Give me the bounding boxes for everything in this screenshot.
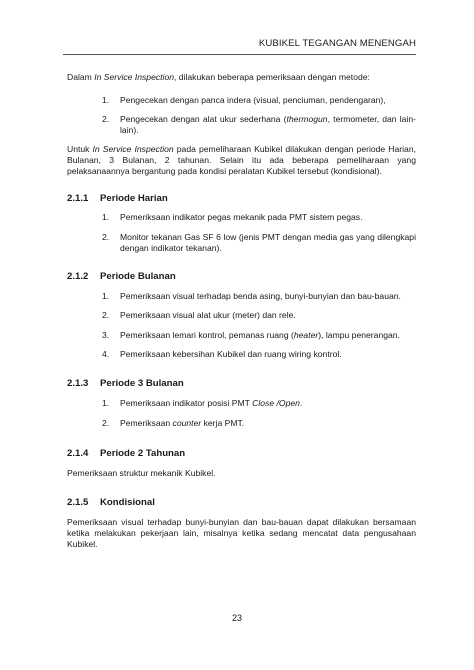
- running-header: KUBIKEL TEGANGAN MENENGAH: [258, 38, 416, 49]
- section-heading-3-bulanan: [67, 378, 184, 389]
- list-item-text: [120, 398, 416, 409]
- scope-text-pre: Untuk: [67, 144, 93, 154]
- intro-text-pre: Dalam: [67, 72, 95, 82]
- section-title: Periode 2 Tahunan: [100, 448, 186, 459]
- list-item-text: Pemeriksaan visual terhadap benda asing, bunyi-bunyian dan bau-bauan.: [120, 291, 401, 301]
- list-item-text: Pemeriksaan indikator pegas mekanik pada PMT sistem pegas.: [120, 212, 363, 222]
- list-item-text: Monitor tekanan Gas SF 6 low (jenis PMT dengan media gas yang dilengkapi dengan indikator tekanan).: [120, 232, 416, 253]
- list-item-text-pre: Pemeriksaan indikator posisi PMT: [120, 398, 253, 408]
- section-heading-kondisional: [67, 497, 155, 508]
- list-item-text-italic: counter: [172, 418, 202, 428]
- method-number: 1.: [102, 95, 110, 105]
- list-item-text: Pemeriksaan visual alat ukur (meter) dan rele.: [120, 310, 296, 320]
- section-number: 2.1.5: [67, 497, 89, 508]
- scope-paragraph: [67, 144, 416, 176]
- list-item-text-pre: Pemeriksaan lemari kontrol, pemanas ruang (: [120, 330, 294, 340]
- section-title: Kondisional: [100, 497, 155, 508]
- scope-text-italic: In Service Inspection: [92, 144, 174, 154]
- method-number: 2.: [102, 114, 110, 124]
- list-item-text-italic: Close /Open: [252, 398, 300, 408]
- list-item-number: 2.: [102, 310, 110, 320]
- section-title: Periode 3 Bulanan: [100, 378, 184, 389]
- section-paragraph: Pemeriksaan visual terhadap bunyi-bunyian dan bau-bauan dapat dilakukan bersamaan ketika melakukan pekerjaan lain, misalnya ketika sedang mencatat data pengusahaan Kubikel.: [67, 517, 416, 549]
- list-item-text-post: kerja PMT.: [201, 418, 245, 428]
- list-item-number: 1.: [102, 212, 110, 222]
- section-heading-2-tahunan: [67, 448, 185, 459]
- intro-text-post: , dilakukan beberapa pemeriksaan dengan metode:: [174, 72, 370, 82]
- section-heading-bulanan: [67, 271, 176, 282]
- section-number: 2.1.3: [67, 378, 89, 389]
- section-title: Periode Harian: [100, 193, 168, 204]
- list-item-number: 2.: [102, 418, 110, 428]
- method-text: [120, 114, 416, 136]
- list-item-text-italic: heater: [293, 330, 319, 340]
- intro-text-italic: In Service Inspection: [94, 72, 175, 82]
- intro-paragraph: [67, 72, 416, 83]
- list-item-text: [120, 418, 416, 429]
- section-title: Periode Bulanan: [100, 271, 176, 282]
- list-item-number: 1.: [102, 291, 110, 301]
- list-item-number: 4.: [102, 349, 110, 359]
- section-number: 2.1.1: [67, 193, 89, 204]
- method-text-italic: thermogun: [286, 114, 328, 124]
- list-item-number: 1.: [102, 398, 110, 408]
- list-item-text-pre: Pemeriksaan: [120, 418, 173, 428]
- scope-text-post: pada pemeliharaan Kubikel dilakukan dengan periode Harian, Bulanan, 3 Bulanan, 2 tahunan. Selain itu ada beberapa pemeliharaan yang pelaksanaannya bergantung pada kondisi peralatan Kubikel tersebut (kondisional).: [67, 144, 416, 176]
- list-item-text-post: .: [299, 398, 303, 408]
- method-text-post: , termometer, dan lain-lain).: [120, 114, 416, 135]
- list-item-text: [120, 330, 416, 341]
- method-text-pre: Pengecekan dengan alat ukur sederhana (: [120, 114, 287, 124]
- method-text: Pengecekan dengan panca indera (visual, penciuman, pendengaran),: [120, 95, 386, 105]
- section-heading-harian: [67, 193, 168, 204]
- section-number: 2.1.2: [67, 271, 89, 282]
- list-item-text-post: ), lampu penerangan.: [318, 330, 400, 340]
- section-paragraph: Pemeriksaan struktur mekanik Kubikel.: [67, 468, 216, 478]
- section-number: 2.1.4: [67, 448, 89, 459]
- page-number: 23: [231, 613, 242, 623]
- list-item-number: 3.: [102, 330, 110, 340]
- list-item-number: 2.: [102, 232, 110, 242]
- list-item-text: Pemeriksaan kebersihan Kubikel dan ruang wiring kontrol.: [120, 349, 342, 359]
- header-rule: [63, 54, 416, 55]
